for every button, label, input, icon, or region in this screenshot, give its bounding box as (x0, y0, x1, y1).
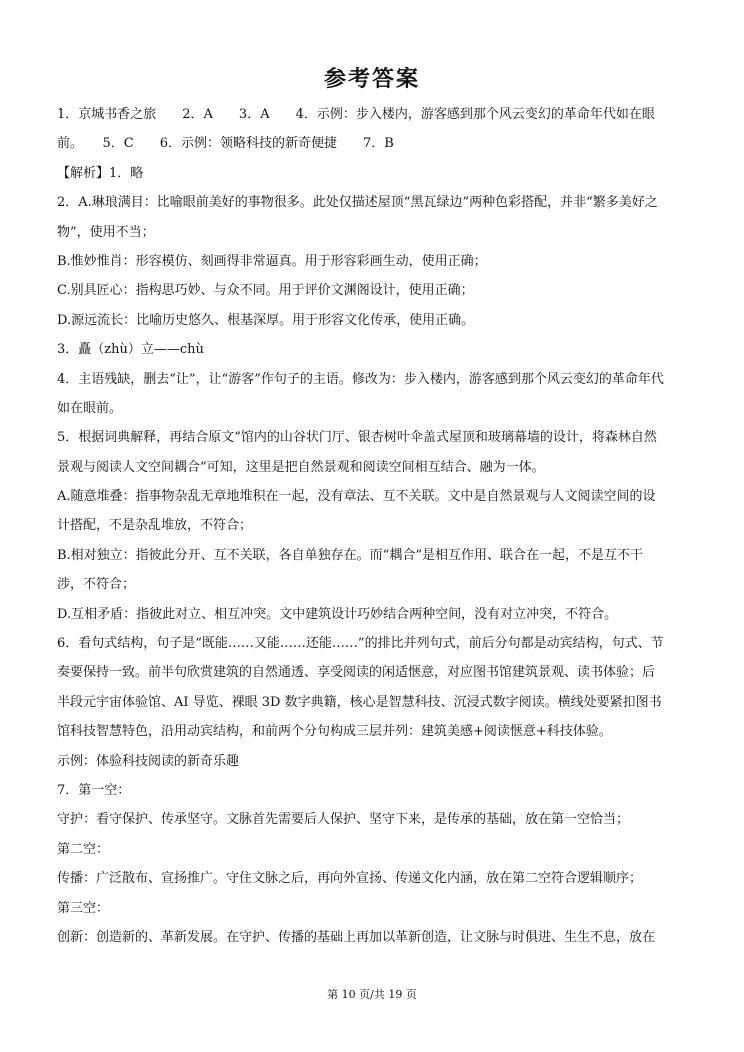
text-line: 物”，使用不当； (57, 224, 155, 240)
text-line-pronunciation (57, 335, 687, 364)
page-footer: 第 10 页/共 19 页 (327, 988, 417, 1001)
text-line: 前。 5．C 6．示例：领略科技的新奇便捷 7．B (57, 136, 394, 152)
text-line: D.源远流长：比喻历史悠久、根基深厚。用于形容文化传承，使用正确。 (57, 312, 475, 328)
text-line: 4．主语残缺，删去“让”，让“游客”作句子的主语。修改为：步入楼内，游客感到那个风云变幻的革命年代 (57, 371, 664, 387)
text-line: C.别具匠心：指构思巧妙、与众不同。用于评价文渊阁设计，使用正确； (57, 283, 474, 299)
text-line: 计搭配，不是杂乱堆放，不符合； (57, 518, 253, 534)
text-line: B.惟妙惟肖：形容模仿、刻画得非常逼真。用于形容彩画生动，使用正确； (57, 253, 487, 269)
text-line: 涉，不符合； (57, 577, 136, 593)
text-line: 守护：看守保护、传承坚守。文脉首先需要后人保护、坚守下来，是传承的基础，放在第一空恰当； (57, 812, 630, 828)
text-line: D.互相矛盾：指彼此对立、相互冲突。文中建筑设计巧妙结合两种空间，没有对立冲突，不符合。 (57, 606, 618, 622)
text-line: B.相对独立：指彼此分开、互不关联，各自单独存在。而“耦合”是相互作用、联合在一起，不是互不干 (57, 547, 643, 563)
page-title: 参考答案 (323, 67, 420, 92)
text-line: 6．看句式结构，句子是“既能……又能……还能……”的排比并列句式，前后分句都是动宾结构，句式、节 (57, 636, 664, 652)
text-line: 第三空： (57, 900, 110, 916)
text-line: 奏要保持一致。前半句欣赏建筑的自然通透、享受阅读的闲适惬意，对应图书馆建筑景观、读书体验；后 (57, 665, 656, 681)
text-line: 1．京城书香之旅 2．A 3．A 4．示例：步入楼内，游客感到那个风云变幻的革命年代如在眼 (57, 107, 655, 122)
text-line: A.随意堆叠：指事物杂乱无章地堆积在一起，没有章法、互不关联。文中是自然景观与人文阅读空间的设 (57, 489, 656, 505)
text-line: 【解析】1．略 (57, 165, 144, 181)
text-line: 景观与阅读人文空间耦合”可知，这里是把自然景观和阅读空间相互结合、融为一体。 (57, 459, 545, 475)
text-line: 示例：体验科技阅读的新奇乐趣 (57, 753, 240, 769)
text-line: 2．A.琳琅满目：比喻眼前美好的事物很多。此处仅描述屋顶“黑瓦绿边”两种色彩搭配，并非“繁多美好之 (57, 195, 658, 211)
text-line: 馆科技智慧特色，沿用动宾结构，和前两个分句构成三层并列：建筑美感+阅读惬意+科技体验。 (57, 724, 612, 740)
text-line: 5．根据词典解释，再结合原文“馆内的山谷状门厅、银杏树叶伞盖式屋顶和玻璃幕墙的设计，将森林自然 (57, 430, 657, 446)
item-number: 3． (57, 342, 79, 358)
character: 矗 (78, 342, 92, 358)
pinyin-note: （zhù）立——chù (91, 342, 204, 358)
text-line: 传播：广泛散布、宣扬推广。守住文脉之后，再向外宣扬、传递文化内涵，放在第二空符合逻辑顺序； (57, 871, 643, 887)
text-line: 7．第一空： (57, 782, 131, 798)
answer-content (57, 100, 687, 952)
text-line: 如在眼前。 (57, 400, 123, 416)
text-line: 第二空： (57, 841, 110, 857)
text-line: 创新：创造新的、革新发展。在守护、传播的基础上再加以革新创造，让文脉与时俱进、生生不息，放在 (57, 929, 656, 945)
emphasized-character (78, 335, 91, 364)
text-line: 半段元宇宙体验馆、AI 导览、裸眼 3D 数字典籍，核心是智慧科技、沉浸式数字阅读。横线处要紧扣图书 (57, 694, 662, 710)
